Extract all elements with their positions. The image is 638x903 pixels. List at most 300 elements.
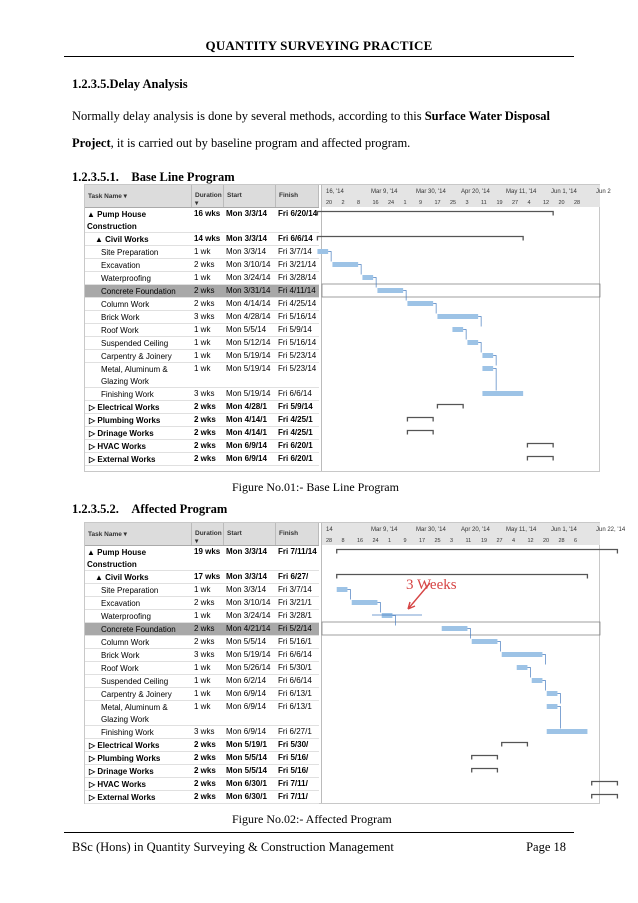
task-bar xyxy=(472,639,498,644)
header-rule xyxy=(64,56,574,57)
task-row[interactable] xyxy=(85,285,319,298)
task-row[interactable] xyxy=(85,259,319,272)
timescale-minor-label: 17 xyxy=(419,538,426,544)
task-start: Mon 3/10/14 xyxy=(226,598,271,607)
task-name: Waterproofing xyxy=(101,274,151,283)
task-dur: 2 wks xyxy=(194,454,216,463)
task-finish: Fri 5/16/14 xyxy=(278,338,317,347)
task-finish: Fri 6/27/ xyxy=(278,572,309,581)
task-bar xyxy=(482,366,493,371)
task-dur: 1 wk xyxy=(194,247,211,256)
task-bar xyxy=(547,691,558,696)
column-header[interactable]: Start xyxy=(224,185,276,207)
task-name: ▲ Pump House Construction xyxy=(87,210,147,231)
task-dur: 2 wks xyxy=(194,753,216,762)
task-row[interactable] xyxy=(85,765,319,778)
task-table xyxy=(85,523,319,804)
project-name: Surface Water Disposal Project xyxy=(72,109,550,150)
timescale-major-label: May 11, '14 xyxy=(506,527,537,533)
task-start: Mon 5/19/14 xyxy=(226,364,271,373)
task-dur: 1 wk xyxy=(194,702,211,711)
task-row[interactable] xyxy=(85,623,319,636)
task-start: Mon 5/19/14 xyxy=(226,650,271,659)
task-name: Metal, Aluminum & Glazing Work xyxy=(101,365,168,386)
summary-bar xyxy=(437,405,463,409)
task-dur: 3 wks xyxy=(194,650,215,659)
summary-bar xyxy=(472,756,498,760)
task-name: Excavation xyxy=(101,261,141,270)
summary-bar xyxy=(337,575,588,579)
task-start: Mon 5/19/14 xyxy=(226,389,271,398)
column-header[interactable]: Finish xyxy=(276,523,319,545)
footer-rule xyxy=(64,832,574,833)
task-row[interactable] xyxy=(85,791,319,804)
task-start: Mon 6/30/1 xyxy=(226,779,267,788)
task-start: Mon 3/3/14 xyxy=(226,585,267,594)
task-name: Carpentry & Joinery xyxy=(101,690,172,699)
task-row[interactable] xyxy=(85,272,319,285)
task-dur: 2 wks xyxy=(194,441,216,450)
section-paragraph: Normally delay analysis is done by several methods, according to this Surface Water Disposal Project, it is carried out by baseline program and affected program. xyxy=(72,109,550,150)
task-finish: Fri 5/23/14 xyxy=(278,364,317,373)
task-row[interactable] xyxy=(85,675,319,688)
task-name: ▷ Electrical Works xyxy=(89,403,160,412)
summary-bar xyxy=(407,431,433,435)
task-dur: 1 wk xyxy=(194,351,211,360)
task-bar xyxy=(407,301,433,306)
page-header: QUANTITY SURVEYING PRACTICE xyxy=(205,38,433,53)
task-finish: Fri 6/20/14 xyxy=(278,209,318,218)
task-row[interactable] xyxy=(85,337,319,350)
task-row[interactable] xyxy=(85,401,319,414)
task-dur: 2 wks xyxy=(194,428,216,437)
timescale-minor-label: 28 xyxy=(558,538,565,544)
task-name: Concrete Foundation xyxy=(101,287,176,296)
timescale-minor-label: 4 xyxy=(512,538,516,544)
task-finish: Fri 3/7/14 xyxy=(278,585,312,594)
timescale-major-label: Apr 20, '14 xyxy=(461,527,490,533)
task-table xyxy=(85,185,319,466)
task-row[interactable] xyxy=(85,571,319,584)
footer-title: BSc (Hons) in Quantity Surveying & Construction Management xyxy=(72,840,394,854)
task-start: Mon 6/9/14 xyxy=(226,441,267,450)
task-dur: 1 wk xyxy=(194,676,211,685)
task-finish: Fri 3/7/14 xyxy=(278,247,312,256)
task-name: ▷ Drinage Works xyxy=(89,429,154,438)
summary-bar xyxy=(592,782,618,786)
task-row[interactable] xyxy=(85,546,319,571)
task-row[interactable] xyxy=(85,597,319,610)
task-finish: Fri 5/9/14 xyxy=(278,325,312,334)
timescale-minor-label: 8 xyxy=(341,538,345,544)
task-bar xyxy=(377,288,403,293)
timescale-minor-label: 1 xyxy=(403,200,407,206)
task-finish: Fri 5/16/ xyxy=(278,753,309,762)
task-dur: 2 wks xyxy=(194,402,216,411)
timescale-minor-label: 17 xyxy=(434,200,441,206)
task-bar xyxy=(532,678,543,683)
dependency-link xyxy=(392,616,395,626)
task-row[interactable] xyxy=(85,453,319,466)
task-name: Carpentry & Joinery xyxy=(101,352,172,361)
task-dur: 2 wks xyxy=(194,260,215,269)
timescale-minor-label: 3 xyxy=(465,200,469,206)
baseline-gantt-chart xyxy=(84,184,611,472)
task-dur: 2 wks xyxy=(194,624,215,633)
baseline-heading: 1.2.3.5.1. Base Line Program xyxy=(72,170,235,184)
task-name: Brick Work xyxy=(101,313,140,322)
dependency-link xyxy=(542,655,545,665)
timescale-minor-label: 8 xyxy=(357,200,361,206)
task-dur: 1 wk xyxy=(194,585,211,594)
summary-bar xyxy=(337,550,618,554)
column-header[interactable]: Duration ▾ xyxy=(192,185,224,207)
task-start: Mon 3/3/14 xyxy=(226,572,267,581)
task-finish: Fri 6/27/1 xyxy=(278,727,312,736)
task-name: Column Work xyxy=(101,300,150,309)
section-heading: 1.2.3.5.Delay Analysis xyxy=(72,77,188,91)
timescale-minor-label: 3 xyxy=(450,538,454,544)
task-row[interactable] xyxy=(85,649,319,662)
timescale-major-label: Apr 20, '14 xyxy=(461,189,490,195)
timescale-minor-label: 20 xyxy=(558,200,565,206)
timescale-major-label: 14 xyxy=(326,527,333,533)
task-dur: 3 wks xyxy=(194,312,215,321)
task-start: Mon 3/3/14 xyxy=(226,209,267,218)
task-row[interactable] xyxy=(85,701,319,726)
task-finish: Fri 4/25/1 xyxy=(278,415,313,424)
task-name: ▲ Civil Works xyxy=(95,235,149,244)
task-name: Roof Work xyxy=(101,664,139,673)
task-start: Mon 4/21/14 xyxy=(226,624,271,633)
task-name: ▲ Pump House Construction xyxy=(87,548,147,569)
task-bar xyxy=(452,327,463,332)
task-start: Mon 4/14/1 xyxy=(226,415,267,424)
task-name: ▷ HVAC Works xyxy=(89,780,146,789)
summary-bar xyxy=(502,743,528,747)
task-start: Mon 3/31/14 xyxy=(226,286,271,295)
task-name: Site Preparation xyxy=(101,248,159,257)
task-row[interactable] xyxy=(85,610,319,623)
task-name: Suspended Ceiling xyxy=(101,677,169,686)
dependency-link xyxy=(542,681,545,691)
task-row[interactable] xyxy=(85,298,319,311)
task-bar xyxy=(337,587,348,592)
task-name: ▲ Civil Works xyxy=(95,573,149,582)
task-row[interactable] xyxy=(85,363,319,388)
timescale-minor-label: 24 xyxy=(388,200,395,206)
task-dur: 3 wks xyxy=(194,389,215,398)
task-name: ▷ Plumbing Works xyxy=(89,416,161,425)
summary-bar xyxy=(592,795,618,799)
baseline-caption: Figure No.01:- Base Line Program xyxy=(232,480,399,494)
dependency-link xyxy=(493,369,496,391)
timescale-minor-label: 6 xyxy=(574,538,578,544)
timescale-minor-label: 16 xyxy=(357,538,364,544)
task-finish: Fri 6/6/14 xyxy=(278,650,312,659)
dependency-link xyxy=(377,603,380,613)
task-row[interactable] xyxy=(85,584,319,597)
task-name: ▷ Plumbing Works xyxy=(89,754,161,763)
task-start: Mon 4/28/14 xyxy=(226,312,271,321)
task-finish: Fri 6/13/1 xyxy=(278,702,312,711)
task-dur: 16 wks xyxy=(194,209,221,218)
affected-heading: 1.2.3.5.2. Affected Program xyxy=(72,502,228,516)
task-start: Mon 6/9/14 xyxy=(226,702,267,711)
task-name: Concrete Foundation xyxy=(101,625,176,634)
task-row[interactable] xyxy=(85,440,319,453)
summary-bar xyxy=(317,237,523,241)
task-row[interactable] xyxy=(85,208,319,233)
dependency-link xyxy=(358,265,361,275)
timescale-major-label: Jun 1, '14 xyxy=(551,527,577,533)
task-start: Mon 4/14/1 xyxy=(226,428,267,437)
highlight-row-outline xyxy=(322,284,600,297)
timescale-major-label: Mar 9, '14 xyxy=(371,527,398,533)
task-start: Mon 5/19/1 xyxy=(226,740,267,749)
task-finish: Fri 3/28/1 xyxy=(278,611,312,620)
task-dur: 3 wks xyxy=(194,727,215,736)
timeline-svg xyxy=(322,523,626,803)
task-row[interactable] xyxy=(85,233,319,246)
task-start: Mon 3/24/14 xyxy=(226,611,271,620)
task-dur: 1 wk xyxy=(194,663,211,672)
timescale-minor-label: 25 xyxy=(450,200,457,206)
task-start: Mon 6/30/1 xyxy=(226,792,267,801)
task-bar xyxy=(442,626,468,631)
table-header xyxy=(85,185,319,208)
affected-caption: Figure No.02:- Affected Program xyxy=(232,812,392,826)
task-bar xyxy=(482,353,493,358)
dependency-link xyxy=(478,317,481,327)
task-start: Mon 4/14/14 xyxy=(226,299,271,308)
timescale-major-label: Mar 9, '14 xyxy=(371,189,398,195)
summary-bar xyxy=(527,444,553,448)
task-bar xyxy=(332,262,358,267)
task-name: Excavation xyxy=(101,599,141,608)
timescale-minor-label: 27 xyxy=(512,200,519,206)
task-name: ▷ Drinage Works xyxy=(89,767,154,776)
task-finish: Fri 6/6/14 xyxy=(278,676,312,685)
dependency-link xyxy=(467,629,470,639)
timescale-minor-label: 4 xyxy=(527,200,531,206)
dependency-link xyxy=(478,343,481,353)
timescale-minor-label: 12 xyxy=(527,538,534,544)
task-dur: 2 wks xyxy=(194,415,216,424)
task-finish: Fri 5/9/14 xyxy=(278,402,313,411)
task-row[interactable] xyxy=(85,636,319,649)
task-bar xyxy=(502,652,543,657)
delay-annotation: 3 Weeks xyxy=(406,577,457,593)
task-row[interactable] xyxy=(85,311,319,324)
task-finish: Fri 4/11/14 xyxy=(278,286,316,295)
task-row[interactable] xyxy=(85,726,319,739)
task-start: Mon 6/2/14 xyxy=(226,676,267,685)
task-start: Mon 5/5/14 xyxy=(226,637,267,646)
timescale-major-label: May 11, '14 xyxy=(506,189,537,195)
task-dur: 1 wk xyxy=(194,338,211,347)
task-row[interactable] xyxy=(85,324,319,337)
task-finish: Fri 5/16/ xyxy=(278,766,309,775)
task-finish: Fri 3/21/1 xyxy=(278,598,312,607)
task-row[interactable] xyxy=(85,662,319,675)
task-start: Mon 5/19/14 xyxy=(226,351,271,360)
dependency-link xyxy=(328,252,331,262)
task-finish: Fri 6/20/1 xyxy=(278,454,313,463)
dependency-link xyxy=(347,590,350,600)
task-bar xyxy=(362,275,373,280)
task-start: Mon 4/28/1 xyxy=(226,402,267,411)
task-finish: Fri 4/25/1 xyxy=(278,428,313,437)
timescale-minor-label: 12 xyxy=(543,200,550,206)
timescale-minor-label: 28 xyxy=(326,538,333,544)
task-dur: 1 wk xyxy=(194,364,211,373)
timeline-chart xyxy=(321,523,626,803)
task-finish: Fri 5/30/ xyxy=(278,740,309,749)
timescale-major-label: Jun 22, '14 xyxy=(596,527,626,533)
summary-bar xyxy=(407,418,433,422)
task-finish: Fri 3/28/14 xyxy=(278,273,317,282)
task-dur: 14 wks xyxy=(194,234,221,243)
summary-bar xyxy=(317,212,553,216)
task-start: Mon 6/9/14 xyxy=(226,727,267,736)
task-dur: 1 wk xyxy=(194,689,211,698)
dependency-link xyxy=(497,642,500,652)
task-dur: 1 wk xyxy=(194,325,211,334)
task-finish: Fri 5/23/14 xyxy=(278,351,317,360)
affected-gantt-chart xyxy=(84,522,626,804)
dependency-link xyxy=(463,330,466,340)
task-dur: 2 wks xyxy=(194,766,216,775)
timescale-minor-label: 1 xyxy=(388,538,392,544)
task-start: Mon 3/10/14 xyxy=(226,260,271,269)
task-start: Mon 3/3/14 xyxy=(226,234,267,243)
task-row[interactable] xyxy=(85,688,319,701)
task-name: Suspended Ceiling xyxy=(101,339,169,348)
column-header[interactable]: Start xyxy=(224,523,276,545)
task-finish: Fri 6/20/1 xyxy=(278,441,313,450)
task-name: Brick Work xyxy=(101,651,140,660)
timescale-minor-label: 11 xyxy=(465,538,472,544)
task-bar xyxy=(517,665,528,670)
task-start: Mon 6/9/14 xyxy=(226,454,267,463)
task-finish: Fri 5/2/14 xyxy=(278,624,312,633)
summary-bar xyxy=(472,769,498,773)
task-row[interactable] xyxy=(85,388,319,401)
dependency-link xyxy=(433,304,436,314)
task-start: Mon 5/26/14 xyxy=(226,663,271,672)
task-dur: 2 wks xyxy=(194,299,215,308)
task-bar xyxy=(352,600,378,605)
task-name: Metal, Aluminum & Glazing Work xyxy=(101,703,168,724)
task-start: Mon 3/24/14 xyxy=(226,273,271,282)
dependency-link xyxy=(527,668,530,678)
column-header[interactable]: Task Name ▾ xyxy=(85,185,192,207)
dependency-link xyxy=(557,707,560,729)
timeline-svg xyxy=(322,185,611,471)
task-start: Mon 6/9/14 xyxy=(226,689,267,698)
timescale-minor-label: 25 xyxy=(434,538,441,544)
task-name: Finishing Work xyxy=(101,390,154,399)
task-name: Finishing Work xyxy=(101,728,154,737)
task-bar xyxy=(467,340,478,345)
task-bar xyxy=(317,249,328,254)
task-finish: Fri 6/6/14 xyxy=(278,389,312,398)
task-name: Column Work xyxy=(101,638,150,647)
timescale-minor-label: 24 xyxy=(372,538,379,544)
task-dur: 17 wks xyxy=(194,572,221,581)
task-finish: Fri 5/30/1 xyxy=(278,663,312,672)
task-row[interactable] xyxy=(85,739,319,752)
task-bar xyxy=(547,729,588,734)
task-finish: Fri 7/11/ xyxy=(278,792,308,801)
timescale-minor-label: 27 xyxy=(496,538,503,544)
task-bar xyxy=(547,704,558,709)
task-start: Mon 3/3/14 xyxy=(226,547,267,556)
task-name: ▷ HVAC Works xyxy=(89,442,146,451)
task-dur: 1 wk xyxy=(194,611,211,620)
task-start: Mon 5/5/14 xyxy=(226,753,267,762)
task-bar xyxy=(437,314,478,319)
task-dur: 2 wks xyxy=(194,286,215,295)
task-start: Mon 5/5/14 xyxy=(226,766,267,775)
timescale-minor-label: 19 xyxy=(481,538,488,544)
task-name: Site Preparation xyxy=(101,586,159,595)
column-header[interactable]: Finish xyxy=(276,185,319,207)
task-finish: Fri 7/11/14 xyxy=(278,547,317,556)
timescale-minor-label: 9 xyxy=(403,538,407,544)
column-header[interactable]: Task Name ▾ xyxy=(85,523,192,545)
task-start: Mon 5/5/14 xyxy=(226,325,267,334)
task-dur: 19 wks xyxy=(194,547,221,556)
timescale-minor-label: 2 xyxy=(341,200,345,206)
timescale-minor-label: 20 xyxy=(543,538,550,544)
task-finish: Fri 4/25/14 xyxy=(278,299,317,308)
dependency-link xyxy=(557,694,560,704)
timescale-major-label: Jun 2 xyxy=(596,189,611,195)
task-row[interactable] xyxy=(85,414,319,427)
task-name: ▷ External Works xyxy=(89,793,156,802)
task-row[interactable] xyxy=(85,752,319,765)
dependency-link xyxy=(403,291,406,301)
column-header[interactable]: Duration ▾ xyxy=(192,523,224,545)
task-row[interactable] xyxy=(85,778,319,791)
task-row[interactable] xyxy=(85,427,319,440)
task-finish: Fri 5/16/1 xyxy=(278,637,312,646)
page-number: Page 18 xyxy=(526,840,566,854)
task-row[interactable] xyxy=(85,350,319,363)
timeline-chart xyxy=(321,185,611,471)
task-row[interactable] xyxy=(85,246,319,259)
timescale-minor-label: 11 xyxy=(481,200,487,206)
task-bar xyxy=(382,613,393,618)
dependency-link xyxy=(493,356,496,366)
table-header xyxy=(85,523,319,546)
summary-bar xyxy=(527,457,553,461)
task-name: Waterproofing xyxy=(101,612,151,621)
task-name: ▷ Electrical Works xyxy=(89,741,160,750)
task-name: ▷ External Works xyxy=(89,455,156,464)
dependency-link xyxy=(373,278,376,288)
task-bar xyxy=(482,391,523,396)
task-dur: 2 wks xyxy=(194,792,216,801)
task-start: Mon 3/3/14 xyxy=(226,247,267,256)
timescale-minor-label: 16 xyxy=(372,200,379,206)
task-finish: Fri 5/16/14 xyxy=(278,312,317,321)
timescale-major-label: Mar 30, '14 xyxy=(416,189,446,195)
task-dur: 2 wks xyxy=(194,779,216,788)
timescale-minor-label: 19 xyxy=(496,200,503,206)
